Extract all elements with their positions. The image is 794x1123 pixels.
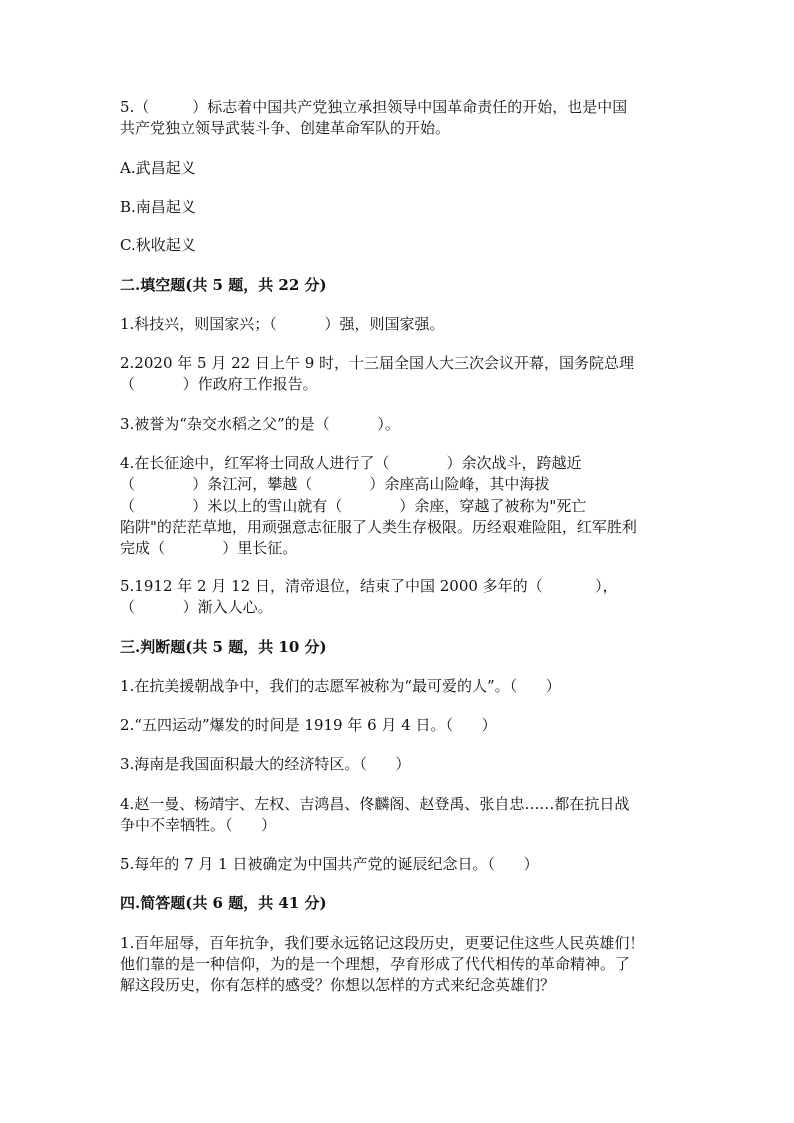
- true-false-q4-line2: 争中不幸牺牲。（ ）: [120, 816, 277, 834]
- fill-blank-q4-line3: （ ）米以上的雪山就有（ ）余座，穿越了被称为"死亡: [120, 497, 587, 515]
- fill-blank-q1: 1.科技兴，则国家兴；（ ）强，则国家强。: [120, 315, 445, 333]
- fill-blank-q4-line4: 陷阱"的茫茫草地，用顽强意志征服了人类生存极限。历经艰难险阻，红军胜利: [120, 518, 637, 536]
- option-c: C.秋收起义: [120, 236, 196, 254]
- fill-blank-q4-line1: 4.在长征途中，红军将士同敌人进行了（ ）余次战斗，跨越近: [120, 454, 582, 472]
- true-false-q3: 3.海南是我国面积最大的经济特区。（ ）: [120, 755, 411, 773]
- option-b: B.南昌起义: [120, 198, 196, 216]
- fill-blank-q5-line2: （ ）渐入人心。: [120, 598, 273, 616]
- option-a: A.武昌起义: [120, 159, 196, 177]
- fill-blank-q5-line1: 5.1912 年 2 月 12 日，清帝退位，结束了中国 2000 多年的（ ），: [120, 577, 618, 595]
- short-answer-q1-line2: 他们靠的是一种信仰，为的是一个理想，孕育形成了代代相传的革命精神。了: [120, 955, 631, 973]
- true-false-q5: 5.每年的 7 月 1 日被确定为中国共产党的诞辰纪念日。（ ）: [120, 855, 539, 873]
- true-false-q4-line1: 4.赵一曼、杨靖宇、左权、吉鸿昌、佟麟阁、赵登禹、张自忠……都在抗日战: [120, 795, 630, 813]
- fill-blank-q4-line5: 完成（ ）里长征。: [120, 539, 298, 557]
- fill-blank-q3: 3.被誉为“杂交水稻之父”的是（ ）。: [120, 415, 400, 433]
- section-heading-fill-blank: 二.填空题(共 5 题，共 22 分): [120, 276, 327, 294]
- short-answer-q1-line1: 1.百年屈辱，百年抗争，我们要永远铭记这段历史，更要记住这些人民英雄们！: [120, 934, 645, 952]
- fill-blank-q2-line1: 2.2020 年 5 月 22 日上午 9 时，十三届全国人大三次会议开幕，国务院总理: [120, 354, 635, 372]
- section-heading-true-false: 三.判断题(共 5 题，共 10 分): [120, 638, 327, 656]
- true-false-q1: 1.在抗美援朝战争中，我们的志愿军被称为“最可爱的人”。（ ）: [120, 677, 561, 695]
- q5-choice-stem-line2: 共产党独立领导武装斗争、创建革命军队的开始。: [120, 119, 451, 137]
- section-heading-short-answer: 四.简答题(共 6 题，共 41 分): [120, 894, 327, 912]
- true-false-q2: 2.“五四运动”爆发的时间是 1919 年 6 月 4 日。（ ）: [120, 716, 497, 734]
- fill-blank-q4-line2: （ ）条江河，攀越（ ）余座高山险峰，其中海拔: [120, 475, 550, 493]
- short-answer-q1-line3: 解这段历史，你有怎样的感受？你想以怎样的方式来纪念英雄们？: [120, 976, 556, 994]
- fill-blank-q2-line2: （ ）作政府工作报告。: [120, 375, 318, 393]
- q5-choice-stem-line1: 5.（ ）标志着中国共产党独立承担领导中国革命责任的开始，也是中国: [120, 98, 628, 116]
